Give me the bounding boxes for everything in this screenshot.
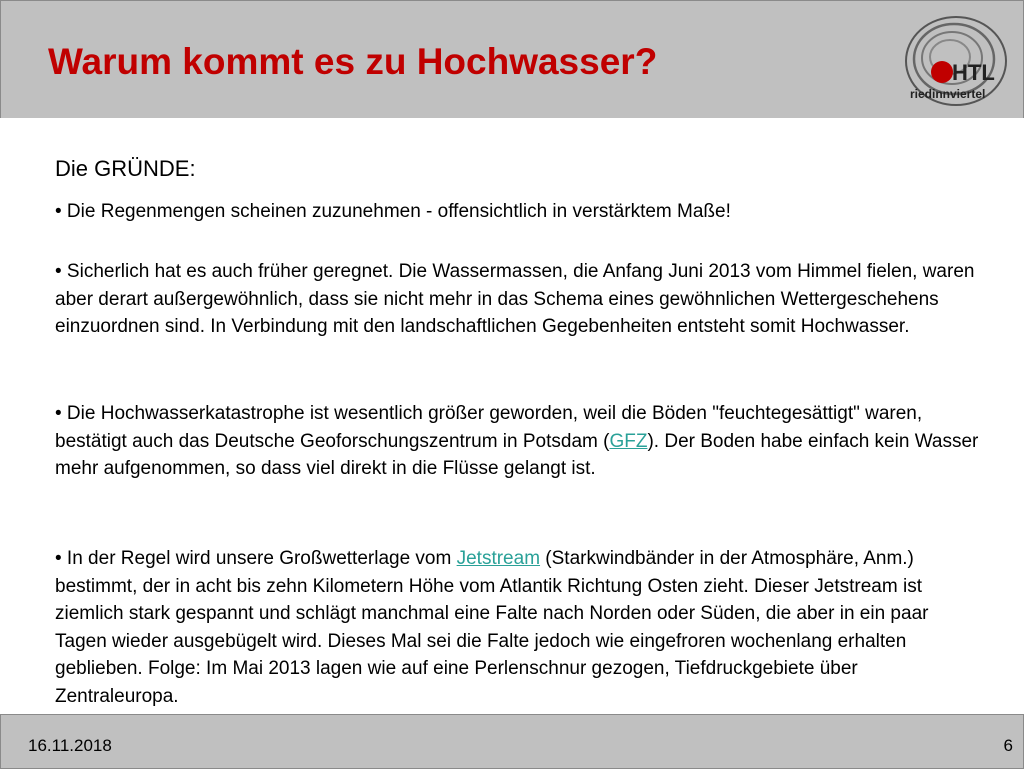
section-subtitle: Die GRÜNDE: bbox=[55, 156, 196, 181]
bullet-4-text-before: • In der Regel wird unsere Großwetterlage vom bbox=[55, 548, 457, 569]
slide-content bbox=[0, 118, 1024, 714]
jetstream-link[interactable]: Jetstream bbox=[456, 548, 541, 569]
footer-bar bbox=[0, 714, 1024, 769]
logo-text-top: HTL bbox=[952, 60, 995, 85]
gfz-link[interactable]: GFZ bbox=[609, 430, 648, 452]
bullet-2: • Sicherlich hat es auch früher geregnet. Die Wassermassen, die Anfang Juni 2013 vom Himmel fielen, waren aber derart außergewöhnlich, dass sie nicht mehr in das Schema eines gewöhnlichen Wettergeschehens einzuordnen sind. In Verbindung mit den landschaftlichen Gegebenheiten entsteht somit Hochwasser. bbox=[55, 261, 975, 337]
bullet-3-text-after: ). Der Boden habe einfach kein Wasser mehr aufgenommen, so dass viel direkt in die Flüsse gelangt ist. bbox=[55, 430, 979, 479]
bullet-3-text-before: • Die Hochwasserkatastrophe ist wesentlich größer geworden, weil die Böden "feuchtegesättigt" waren, bestätigt auch das Deutsche Geoforschungszentrum in Potsdam ( bbox=[55, 403, 923, 452]
slide-title: Warum kommt es zu Hochwasser? bbox=[48, 41, 658, 82]
footer-date: 16.11.2018 bbox=[28, 736, 112, 755]
bullet-1: • Die Regenmengen scheinen zuzunehmen - offensichtlich in verstärktem Maße! bbox=[55, 201, 731, 222]
bullet-4 bbox=[55, 545, 985, 710]
bullet-4-text-after: (Starkwindbänder in der Atmosphäre, Anm.) bestimmt, der in acht bis zehn Kilometern Höhe vom Atlantik Richtung Osten zieht. Dieser Jetstream ist ziemlich stark gespannt und schlägt manchmal eine Falte nach Norden oder Süden, die aber in ein paar Tagen wieder ausgebügelt wird. Dieses Mal sei die Falte jedoch wie eingefroren wochenlang erhalten geblieben. Folge: Im Mai 2013 lagen wie auf eine Perlenschnur gezogen, Tiefdruckgebiete über Zentraleuropa. bbox=[55, 548, 929, 707]
bullet-3 bbox=[55, 400, 985, 483]
logo-text-bottom: riedinnviertel bbox=[910, 87, 986, 101]
page-number: 6 bbox=[1003, 736, 1013, 755]
header-bar bbox=[0, 0, 1024, 119]
htl-logo bbox=[896, 9, 1014, 109]
